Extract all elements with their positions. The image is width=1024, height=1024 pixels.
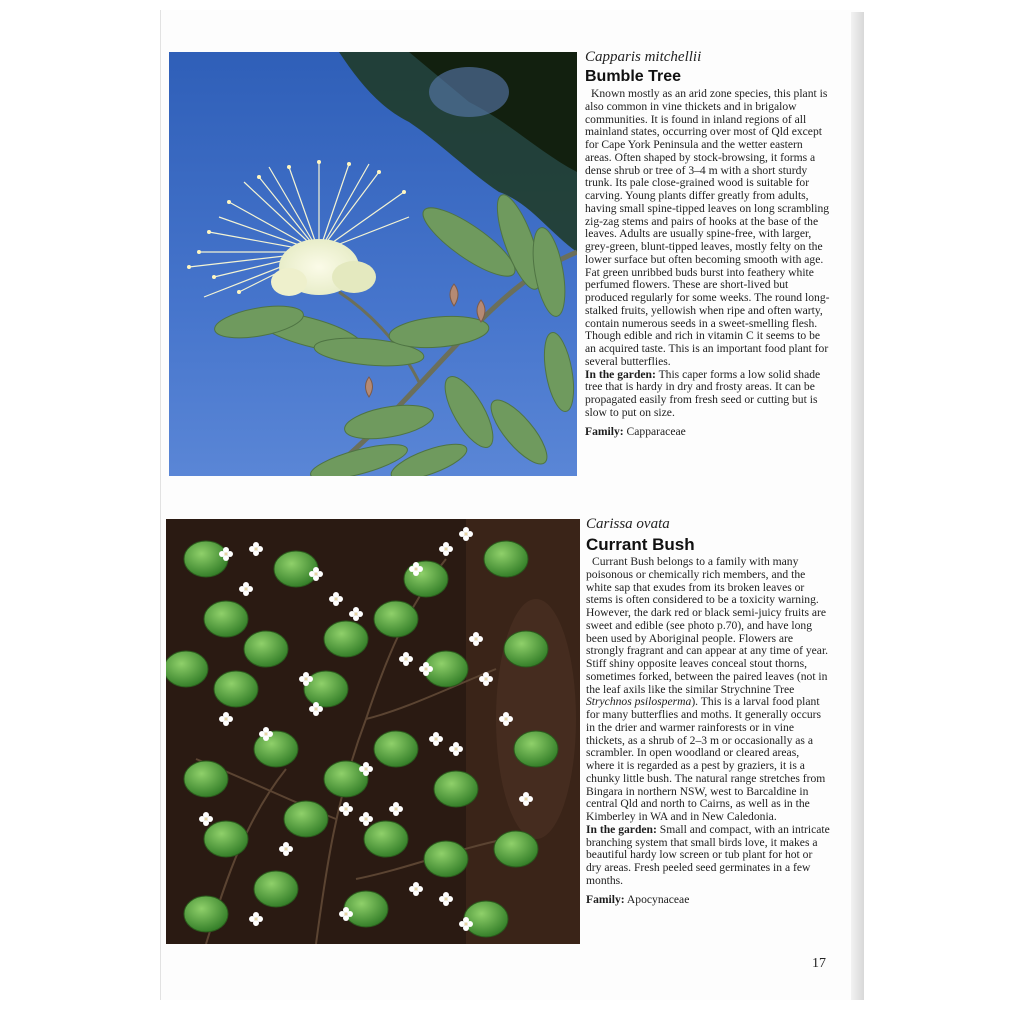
family-label: Family: [585, 424, 624, 438]
page-number: 17 [812, 956, 826, 971]
common-name-heading: Bumble Tree [585, 68, 682, 85]
garden-label: In the garden: [586, 822, 657, 836]
family-value: Capparaceae [626, 424, 686, 438]
page-edge-shadow [851, 12, 864, 1000]
scientific-name: Carissa ovata [586, 516, 670, 532]
description-paragraph [586, 556, 830, 824]
bumble-tree-photo [169, 52, 577, 476]
scientific-name: Capparis mitchellii [585, 49, 702, 65]
garden-paragraph [586, 824, 830, 888]
bumble-tree-entry [585, 47, 830, 438]
garden-text: Small and compact, with an intricate branching system that small birds love, it makes a beautiful hardy low screen or tub plant for hot or dry areas. Fresh peeled seed germinates in a few months. [586, 822, 830, 887]
description-paragraph: Known mostly as an arid zone species, this plant is also common in vine thickets and in brigalow communities. It is found in inland regions of all mainland states, occurring over most of Qld except for Cape York Peninsula and the wetter eastern areas. Often shaped by stock-browsing, it forms a dense shrub or tree of 3–4 m with a short sturdy trunk. Its pale close-grained wood is suitable for carving. Young plants differ greatly from adults, having small spine-tipped leaves on long scrambling zig-zag stems and pairs of hooks at the base of the leaves. Adults are usually spine-free, with larger, grey-green, blunt-tipped leaves, mostly felty on the lower surface but often becoming smooth with age. Fat green unribbed buds burst into feathery white perfumed flowers. These are short-lived but produced regularly for some weeks. The round long-stalked fruits, yellowish when ripe and often warty, contain numerous seeds in a sweet-smelling flesh. Though edible and rich in vitamin C it seems to be an acquired taste. This is an important food plant for several butterflies. [585, 87, 830, 368]
family-label: Family: [586, 892, 625, 906]
currant-bush-entry [586, 514, 830, 906]
description-species-italic: Strychnos psilosperma [586, 695, 692, 709]
description-text-start: Currant Bush belongs to a family with many poisonous or chemically rich members, and the white sap that exudes from its broken leaves or stems is often considered to be a toxicity warning. However, the dark red or black semi-juicy fruits are sweet and edible (see photo p.70), and have long been used by Aboriginal people. Flowers are strongly fragrant and can appear at any time of year. Stiff shiny opposite leaves conceal stout thorns, sometimes forked, between the paired leaves (not in the leaf axils like the similar Strychnine Tree [586, 555, 829, 696]
garden-label: In the garden: [585, 367, 656, 381]
description-text-end: ). This is a larval food plant for many butterflies and moths. It generally occurs in the drier and warmer rainforests or in vine thickets, as a shrub of 2–3 m or occasionally as a scrambler. In open woodland or cleared areas, where it is regarded as a pest by graziers, it is a chunky little bush. The natural range stretches from Bingara in northern NSW, west to Barcaldine in central Qld and north to Cairns, as well as in the Kimberley in WA and in New Caledonia. [586, 695, 826, 823]
garden-text: This caper forms a low solid shade tree that is hardy in dry and frosty areas. It can be propagated easily from fresh seed or cutting but is slow to put on size. [585, 367, 821, 419]
currant-bush-photo [166, 519, 580, 944]
family-value: Apocynaceae [626, 892, 690, 906]
garden-paragraph [585, 369, 830, 420]
common-name-heading: Currant Bush [586, 535, 695, 554]
family-line [585, 425, 830, 438]
family-line [586, 893, 830, 906]
